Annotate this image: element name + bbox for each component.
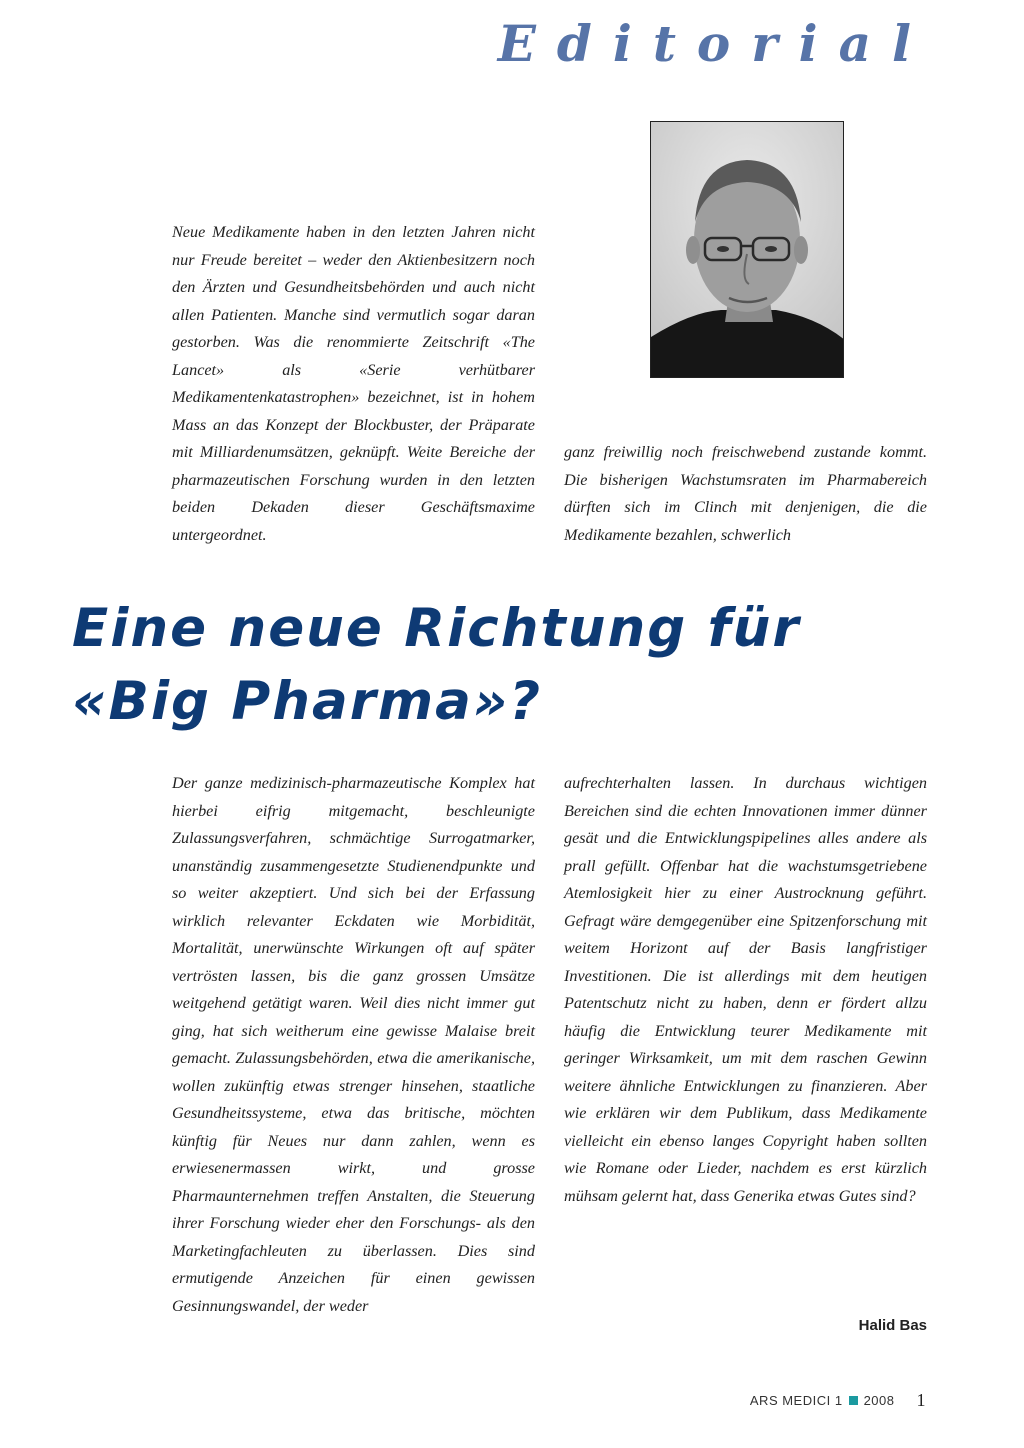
intro-column-left: [172, 219, 535, 549]
headline-line-2: «Big Pharma»?: [72, 671, 543, 732]
body-column-right: [564, 770, 927, 1210]
author-portrait-photo: [650, 121, 844, 378]
intro-paragraph-continued: ganz freiwillig noch freischwebend zustande kommt. Die bisherigen Wachstumsraten im Pharmabereich dürften sich im Clinch mit denjenigen, die die Medikamente bezahlen, schwerlich: [564, 443, 927, 544]
article-headline: [72, 592, 801, 738]
portrait-image: [651, 122, 844, 378]
headline-line-1: Eine neue Richtung für: [72, 598, 801, 659]
intro-paragraph: Neue Medikamente haben in den letzten Jahren nicht nur Freude bereitet – weder den Aktienbesitzern noch den Ärzten und Gesundheitsbehörden und auch nicht allen Patienten. Manche sind vermutlich sogar daran gestorben. Was die renommierte Zeitschrift «The Lancet» als «Serie verhütbarer Medikamentenkatastrophen» bezeichnet, ist in hohem Mass an das Konzept der Blockbuster, der Präparate mit Milliardenumsätzen, geknüpft. Weite Bereiche der pharmazeutischen Forschung wurden in den letzten beiden Dekaden dieser Geschäftsmaxime untergeordnet.: [172, 223, 535, 544]
intro-column-right: [564, 439, 927, 549]
page-footer: [750, 1390, 926, 1411]
square-separator-icon: [849, 1396, 858, 1405]
page-number: 1: [916, 1390, 926, 1410]
journal-name: ARS MEDICI 1: [749, 1393, 843, 1408]
body-paragraph: Der ganze medizinisch-pharmazeutische Komplex hat hierbei eifrig mitgemacht, beschleunigte Zulassungsverfahren, schmächtige Surrogatmarker, unanständig zusammengesetzte Studienendpunkte und so weiter akzeptiert. Und sich bei der Erfassung wirklich relevanter Eckdaten wie Morbidität, Mortalität, unerwünschte Wirkungen oft auf später vertrösten lassen, bis die ganz grossen Umsätze weitgehend getätigt waren. Weil dies nicht immer gut ging, hat sich weitherum eine gewisse Malaise breit gemacht. Zulassungsbehörden, etwa die amerikanische, wollen zukünftig etwas strenger hinsehen, staatliche Gesundheitssysteme, etwa das britische, möchten künftig für Neues nur dann zahlen, wenn es erwiesenermassen wirkt, und grosse Pharmaunternehmen treffen Anstalten, die Steuerung ihrer Forschung wieder eher den Forschungs- als den Marketingfachleuten zu überlassen. Dies sind ermutigende Anzeichen für einen gewissen Gesinnungswandel, der weder: [172, 774, 535, 1315]
author-signature: Halid Bas: [858, 1317, 927, 1334]
section-title: Editorial: [497, 14, 932, 73]
body-column-left: [172, 770, 535, 1320]
journal-year: 2008: [863, 1393, 895, 1408]
body-paragraph-continued: aufrechterhalten lassen. In durchaus wichtigen Bereichen sind die echten Innovationen immer dünner gesät und die Entwicklungspipelines alles andere als prall gefüllt. Offenbar hat die wachstumsgetriebene Atemlosigkeit hier zu einer Austrocknung geführt. Gefragt wäre demgegenüber eine Spitzenforschung mit weitem Horizont auf der Basis langfristiger Investitionen. Die ist allerdings mit dem heutigen Patentschutz nicht zu haben, denn er fördert allzu häufig die Entwicklung teurer Medikamente mit geringer Wirksamkeit, um mit dem raschen Gewinn weitere ähnliche Entwicklungen zu finanzieren. Aber wie erklären wir dem Publikum, dass Medikamente vielleicht ein ebenso langes Copyright haben sollten wie Romane oder Lieder, nachdem es erst kürzlich mühsam gelernt hat, dass Generika etwas Gutes sind?: [564, 774, 927, 1205]
